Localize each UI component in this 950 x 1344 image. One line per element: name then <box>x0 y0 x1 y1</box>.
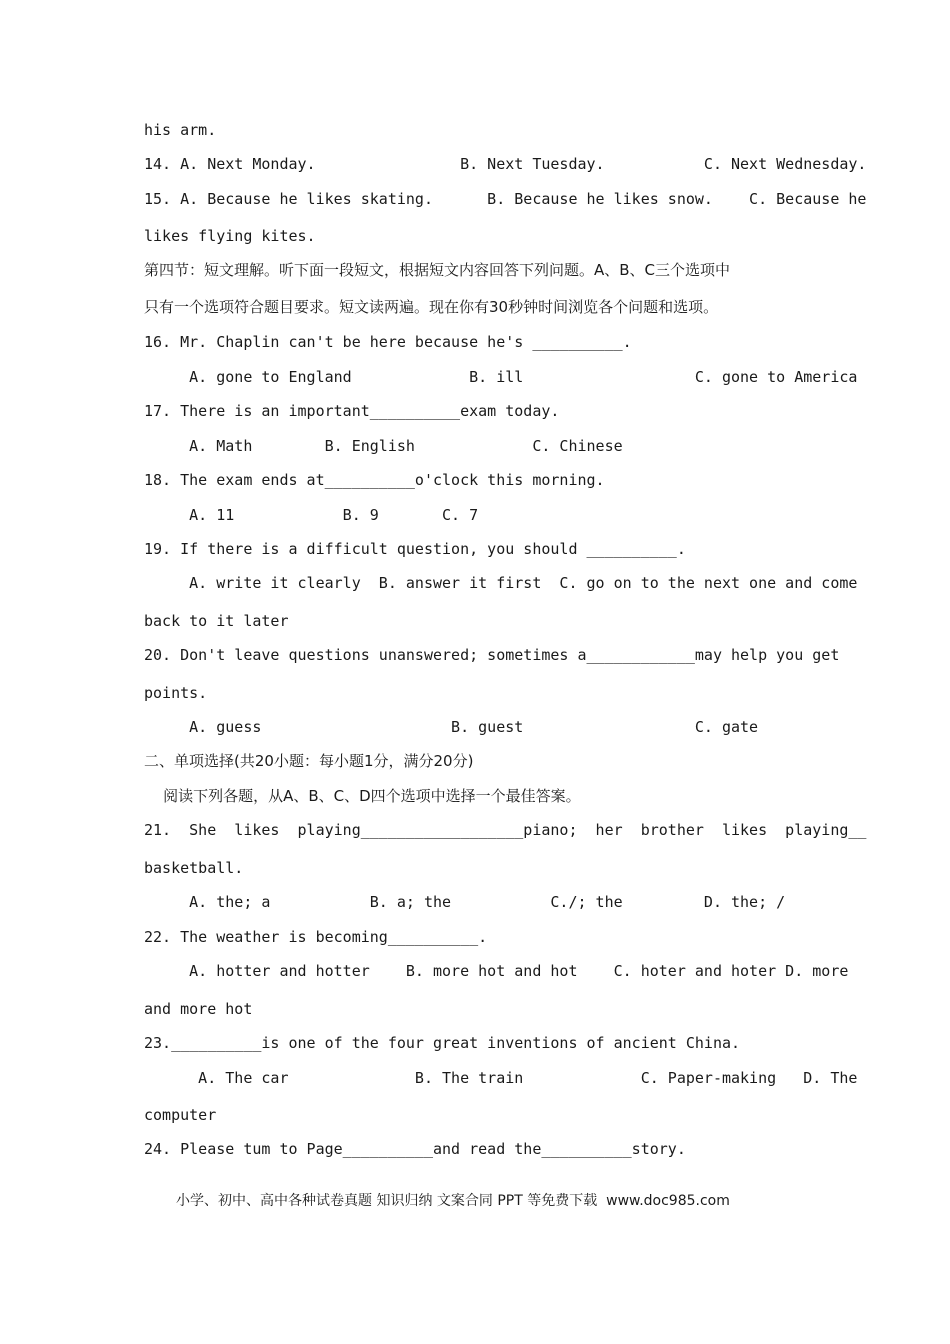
text-line: computer <box>144 1106 217 1124</box>
question-23: 23.__________is one of the four great inventions of ancient China. <box>144 1034 741 1052</box>
question-24: 24. Please tum to Page__________and read the__________story. <box>144 1140 686 1158</box>
text-line: points. <box>144 684 208 702</box>
text-line: and more hot <box>144 1000 253 1018</box>
question-18: 18. The exam ends at__________o'clock this morning. <box>144 471 605 489</box>
question-21: 21. She likes playing__________________piano; her brother likes playing__ <box>144 821 867 839</box>
section-heading: 二、单项选择(共20小题：每小题1分，满分20分) <box>144 752 474 770</box>
options-17: A. Math B. English C. Chinese <box>144 437 623 455</box>
text-line: basketball. <box>144 859 244 877</box>
options-16: A. gone to England B. ill C. gone to America <box>144 368 858 386</box>
question-17: 17. There is an important__________exam today. <box>144 402 560 420</box>
section-heading: 第四节：短文理解。听下面一段短文，根据短文内容回答下列问题。A、B、C三个选项中 <box>144 261 731 279</box>
options-18: A. 11 B. 9 C. 7 <box>144 506 479 524</box>
question-22: 22. The weather is becoming__________. <box>144 928 488 946</box>
section-instruction: 阅读下列各题，从A、B、C、D四个选项中选择一个最佳答案。 <box>144 787 581 805</box>
options-20: A. guess B. guest C. gate <box>144 718 759 736</box>
text-line: likes flying kites. <box>144 227 316 245</box>
options-21: A. the; a B. a; the C./; the D. the; / <box>144 893 786 911</box>
text-line: back to it later <box>144 612 289 630</box>
question-15: 15. A. Because he likes skating. B. Because he likes snow. C. Because he <box>144 190 867 208</box>
section-instruction: 只有一个选项符合题目要求。短文读两遍。现在你有30秒钟时间浏览各个问题和选项。 <box>144 298 719 316</box>
page-footer: 小学、初中、高中各种试卷真题 知识归纳 文案合同 PPT 等免费下载 www.doc985.com <box>176 1193 730 1209</box>
question-14: 14. A. Next Monday. B. Next Tuesday. C. Next Wednesday. <box>144 155 867 173</box>
options-23: A. The car B. The train C. Paper-making D. The <box>144 1069 858 1087</box>
options-22: A. hotter and hotter B. more hot and hot C. hoter and hoter D. more <box>144 962 849 980</box>
question-20: 20. Don't leave questions unanswered; sometimes a____________may help you get <box>144 646 840 664</box>
question-16: 16. Mr. Chaplin can't be here because he's __________. <box>144 333 632 351</box>
text-line: his arm. <box>144 121 217 139</box>
question-19: 19. If there is a difficult question, you should __________. <box>144 540 686 558</box>
options-19: A. write it clearly B. answer it first C. go on to the next one and come <box>144 574 858 592</box>
